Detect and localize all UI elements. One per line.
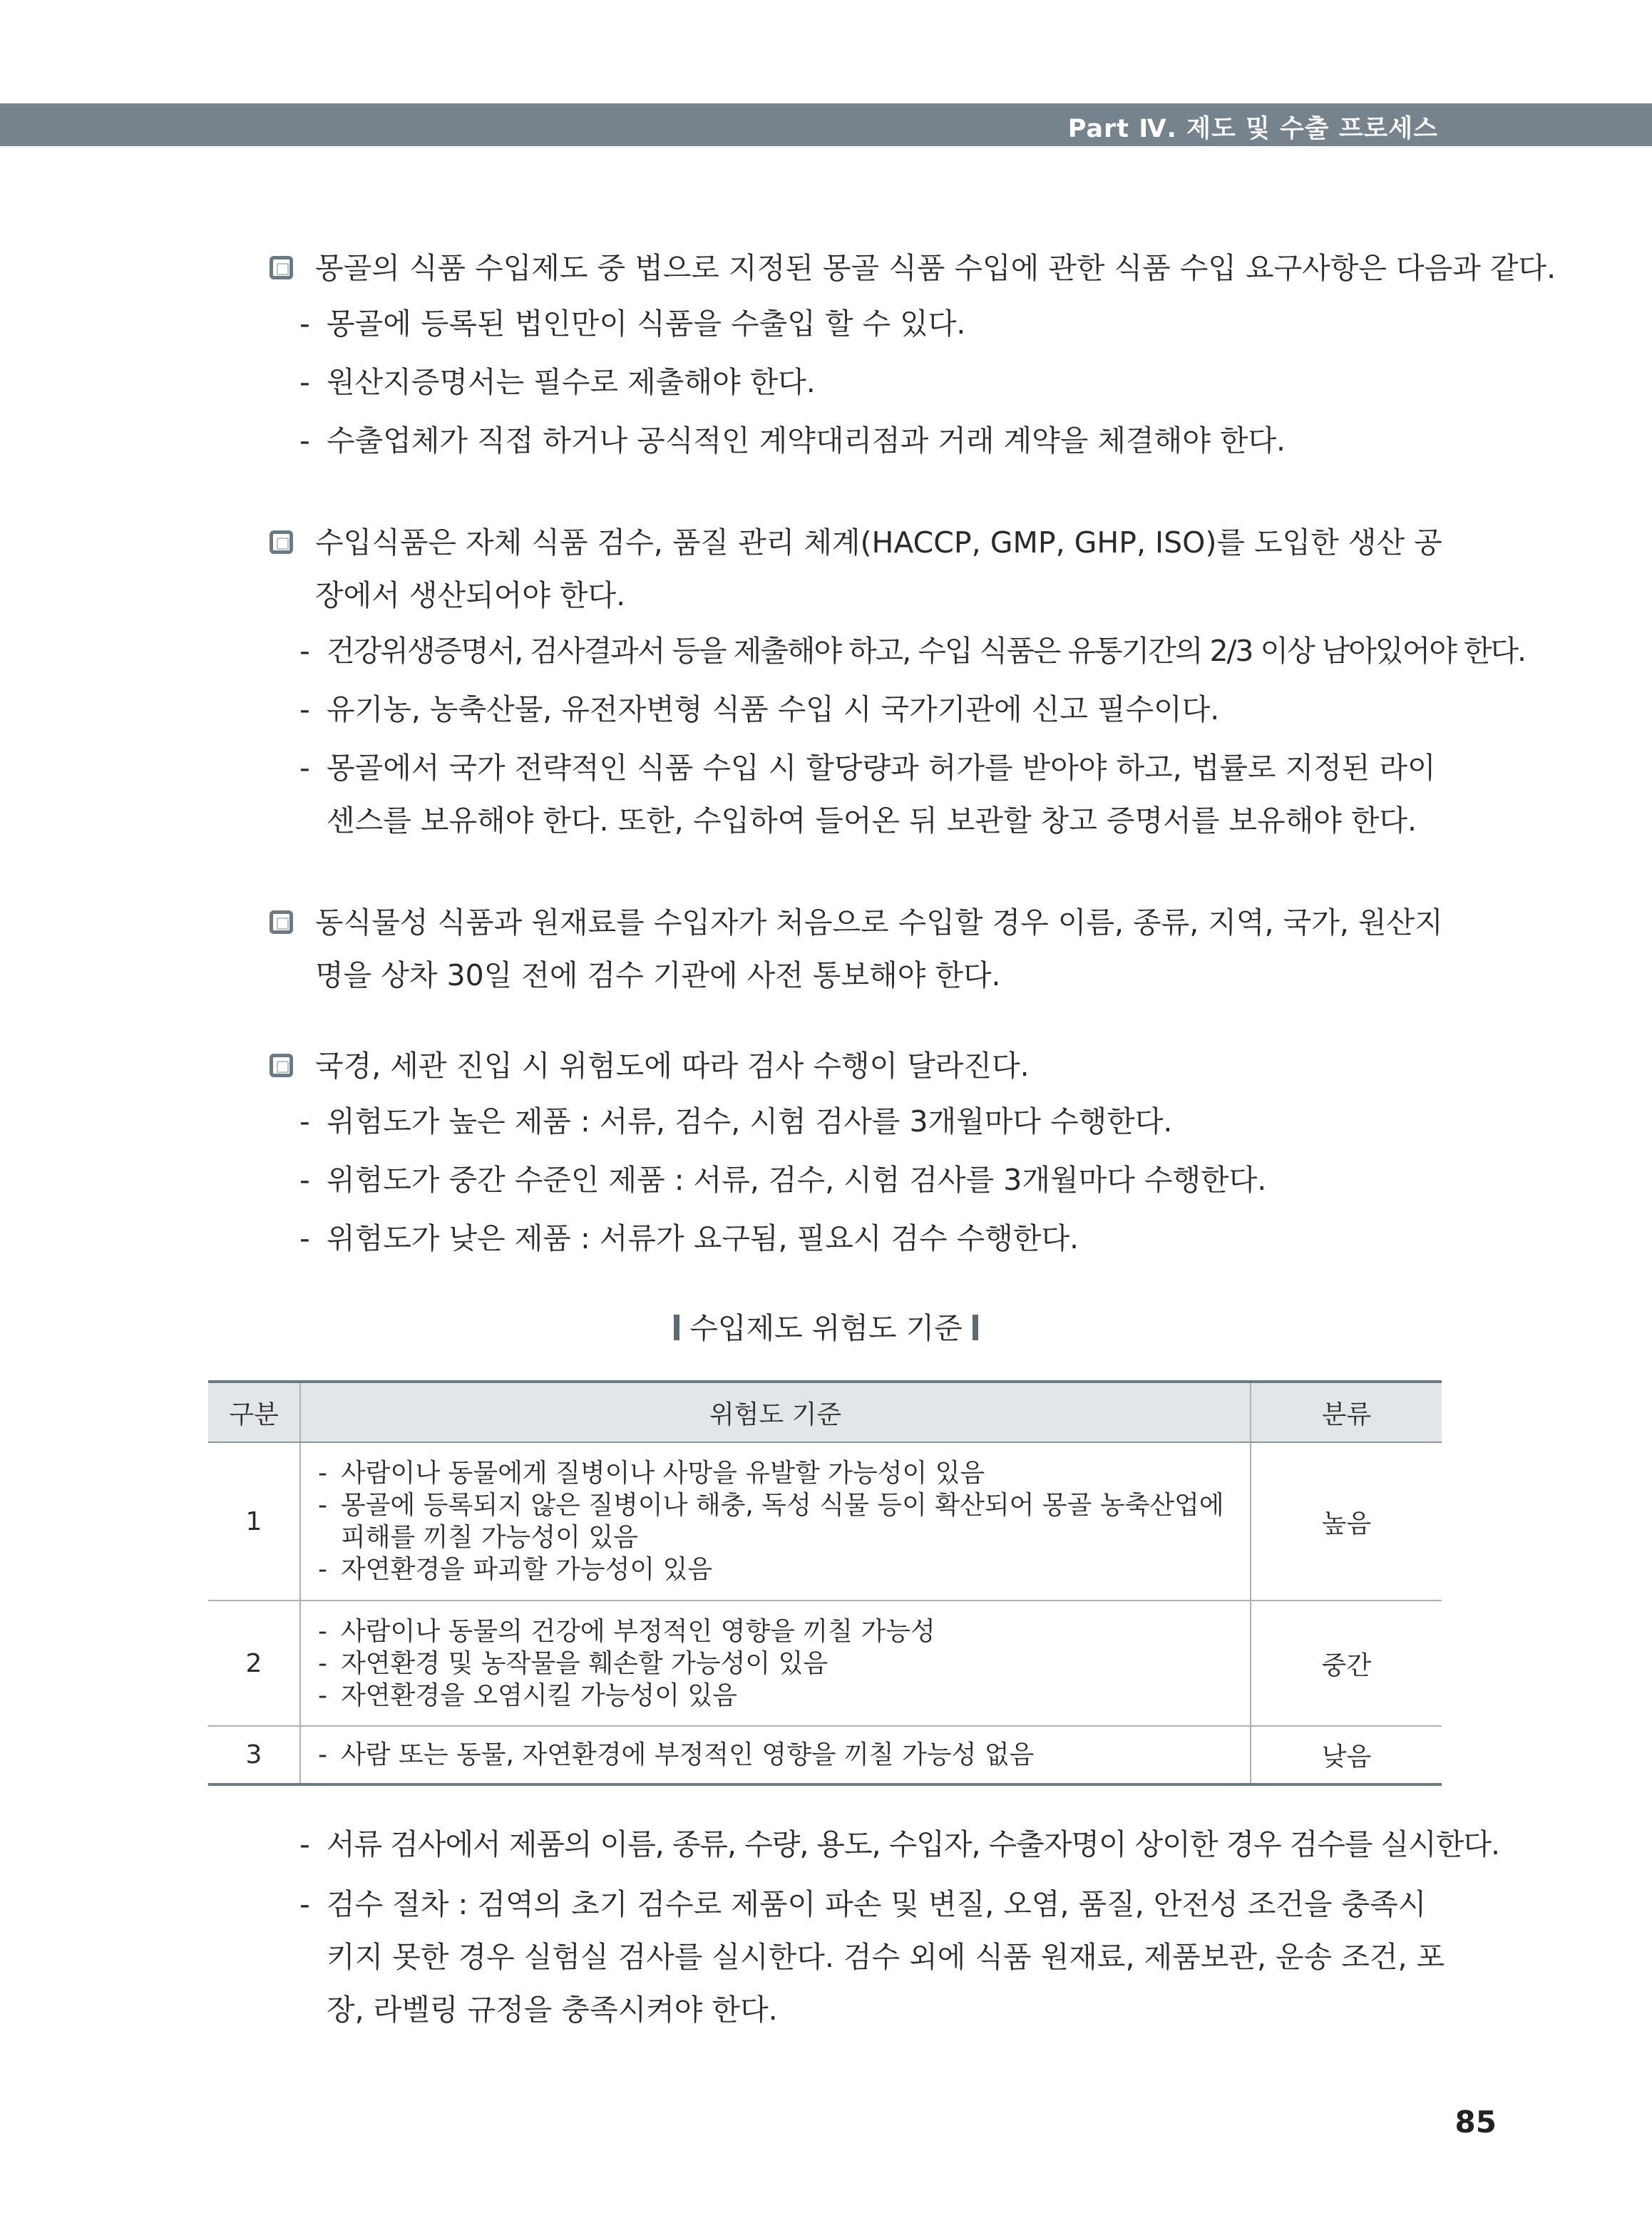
list-item: - 검수 절차 : 검역의 초기 검수로 제품이 파손 및 변질, 오염, 품질, 안전성 조건을 충족시키지 못한 경우 실험실 검사를 실시한다. 검수 외에 식품 원재료, 제품보관, 운송 조건, 포장, 라벨링 규정을 충족시켜야 한다. [299,1887,1445,2027]
criteria-item: - 사람이나 동물의 건강에 부정적인 영향을 끼칠 가능성 [318,1616,935,1646]
list-item: - 수출업체가 직접 하거나 공식적인 계약대리점과 거래 계약을 체결해야 한다. [299,423,1286,458]
table-row [208,1601,1442,1726]
list-item: - 원산지증명서는 필수로 제출해야 한다. [299,365,816,399]
classification-cell: 중간 [1251,1601,1442,1726]
list-item: - 위험도가 중간 수준인 제품 : 서류, 검수, 시험 검사를 3개월마다 수행한다. [299,1163,1267,1197]
criteria-item: - 사람이나 동물에게 질병이나 사망을 유발할 가능성이 있음 [318,1459,985,1488]
list-item: - 위험도가 낮은 제품 : 서류가 요구됨, 필요시 검수 수행한다. [299,1221,1079,1255]
criteria-cell [300,1726,1251,1784]
table-row [208,1726,1442,1784]
table-row [208,1442,1442,1601]
caption-bar-icon [973,1315,978,1340]
column-header-criteria: 위험도 기준 [300,1382,1251,1442]
column-header-classification: 분류 [1251,1382,1442,1442]
section-2 [270,516,1526,847]
criteria-cell [300,1601,1251,1726]
page-number: 85 [1455,2105,1497,2139]
checkbox-bullet-icon [270,1054,293,1077]
row-number: 1 [208,1442,300,1601]
checkbox-bullet-icon [270,910,293,934]
criteria-item: - 자연환경을 파괴할 가능성이 있음 [318,1555,713,1584]
criteria-item: - 자연환경을 오염시킬 가능성이 있음 [318,1680,737,1710]
section-heading: 동식물성 식품과 원재료를 수입자가 처음으로 수입할 경우 이름, 종류, 지역, 국가, 원산지명을 상차 30일 전에 검수 기관에 사전 통보해야 한다. [270,896,1453,1002]
header-title: Part Ⅳ. 제도 및 수출 프로세스 [1067,115,1438,143]
header-bar [0,103,1652,146]
section-3 [270,896,1453,1002]
section-heading: 몽골의 식품 수입제도 중 법으로 지정된 몽골 식품 수입에 관한 식품 수입 요구사항은 다음과 같다. [270,242,1453,294]
table-caption: 수입제도 위험도 기준 [0,1303,1652,1353]
column-header-category: 구분 [208,1382,300,1442]
section-heading: 국경, 세관 진입 시 위험도에 따라 검사 수행이 달라진다. [270,1039,1453,1092]
classification-cell: 높음 [1251,1442,1442,1601]
checkbox-bullet-icon [270,530,293,554]
list-item: - 위험도가 높은 제품 : 서류, 검수, 시험 검사를 3개월마다 수행한다. [299,1104,1173,1139]
list-item: - 유기농, 농축산물, 유전자변형 식품 수입 시 국가기관에 신고 필수이다. [299,692,1220,726]
criteria-item: - 사람 또는 동물, 자연환경에 부정적인 영향을 끼칠 가능성 없음 [318,1740,1035,1769]
criteria-item: - 자연환경 및 농작물을 훼손할 가능성이 있음 [318,1648,828,1678]
classification-cell: 낮음 [1251,1726,1442,1784]
list-item: - 건강위생증명서, 검사결과서 등을 제출해야 하고, 수입 식품은 유통기간의 2/3 이상 남아있어야 한다. [299,634,1526,668]
after-table-notes [270,1815,1500,2036]
section-heading: 수입식품은 자체 식품 검수, 품질 관리 체계(HACCP, GMP, GHP, ISO)를 도입한 생산 공장에서 생산되어야 한다. [270,516,1453,622]
row-number: 3 [208,1726,300,1784]
checkbox-bullet-icon [270,256,293,279]
table-header-row [208,1382,1442,1442]
criteria-cell [300,1442,1251,1601]
row-number: 2 [208,1601,300,1726]
risk-criteria-table [208,1380,1442,1786]
list-item: - 서류 검사에서 제품의 이름, 종류, 수량, 용도, 수입자, 수출자명이 상이한 경우 검수를 실시한다. [299,1827,1500,1861]
caption-bar-icon [674,1315,679,1340]
list-item: - 몽골에서 국가 전략적인 식품 수입 시 할당량과 허가를 받아야 하고, 법률로 지정된 라이센스를 보유해야 한다. 또한, 수입하여 들어온 뒤 보관할 창고 증명서를 보유해야 한다. [299,751,1436,838]
section-4 [270,1039,1453,1268]
criteria-item: - 몽골에 등록되지 않은 질병이나 해충, 독성 식물 등이 확산되어 몽골 농축산업에 피해를 끼칠 가능성이 있음 [318,1491,1224,1552]
section-1 [270,242,1556,470]
list-item: - 몽골에 등록된 법인만이 식품을 수출입 할 수 있다. [299,307,966,341]
